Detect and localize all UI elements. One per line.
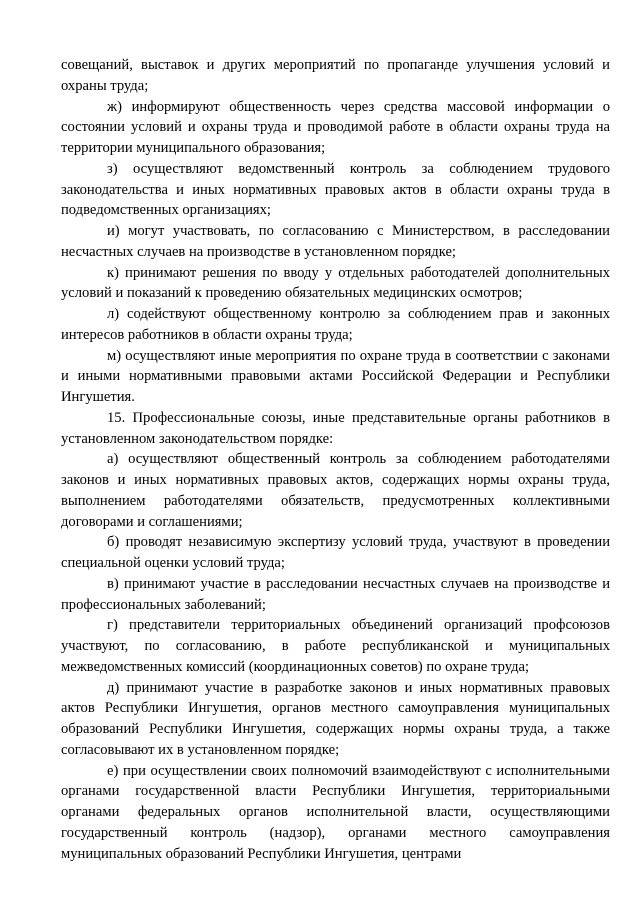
paragraph-item-l: л) содействуют общественному контролю за соблюдением прав и законных интересов работников в области охраны труда;	[61, 306, 610, 343]
paragraph-item-d: д) принимают участие в разработке законов и иных нормативных правовых актов Республики Ингушетия, органов местного самоуправления муниципальных образований Республики Ингушетия, содержащих нормы охраны труда, а также согласовывают их в установленном порядке;	[61, 679, 610, 758]
paragraph-continuation: совещаний, выставок и других мероприятий по пропаганде улучшения условий и охраны труда;	[61, 57, 610, 94]
paragraph-item-e: е) при осуществлении своих полномочий взаимодействуют с исполнительными органами государственной власти Республики Ингушетия, территориальными органами федеральных органов исполнительной власти, осуществляющими государственный контроль (надзор), органами местного самоуправления муниципальных образований Республики Ингушетия, центрами	[61, 762, 610, 862]
paragraph-item-v: в) принимают участие в расследовании несчастных случаев на производстве и профессиональных заболеваний;	[61, 575, 610, 613]
paragraph-item-m: м) осуществляют иные мероприятия по охране труда в соответствии с законами и иными нормативными правовыми актами Российской Федерации и Республики Ингушетия.	[61, 347, 610, 405]
paragraph-item-g: г) представители территориальных объединений организаций профсоюзов участвуют, по согласованию, в работе республиканской и муниципальных межведомственных комиссий (координационных советов) по охране труда;	[61, 617, 610, 675]
paragraph-item-b: б) проводят независимую экспертизу условий труда, участвуют в проведении специальной оценки условий труда;	[61, 534, 610, 571]
paragraph-item-k: к) принимают решения по вводу у отдельных работодателей дополнительных условий и показаний к проведению обязательных медицинских осмотров;	[61, 264, 610, 302]
paragraph-section-15: 15. Профессиональные союзы, иные представительные органы работников в установленном законодательством порядке:	[61, 409, 610, 447]
paragraph-item-i: и) могут участвовать, по согласованию с Министерством, в расследовании несчастных случаев на производстве в установленном порядке;	[61, 223, 610, 260]
paragraph-item-zh: ж) информируют общественность через средства массовой информации о состоянии условий и охраны труда и проводимой работе в области охраны труда на территории муниципального образования;	[61, 98, 610, 156]
document-body	[61, 55, 610, 864]
paragraph-item-z: з) осуществляют ведомственный контроль за соблюдением трудового законодательства и иных нормативных правовых актов в области охраны труда в подведомственных организациях;	[61, 160, 610, 219]
paragraph-item-a: а) осуществляют общественный контроль за соблюдением работодателями законов и иных нормативных правовых актов, содержащих нормы охраны труда, выполнением работодателями обязательств, предусмотренных коллективными договорами и соглашениями;	[61, 451, 610, 530]
